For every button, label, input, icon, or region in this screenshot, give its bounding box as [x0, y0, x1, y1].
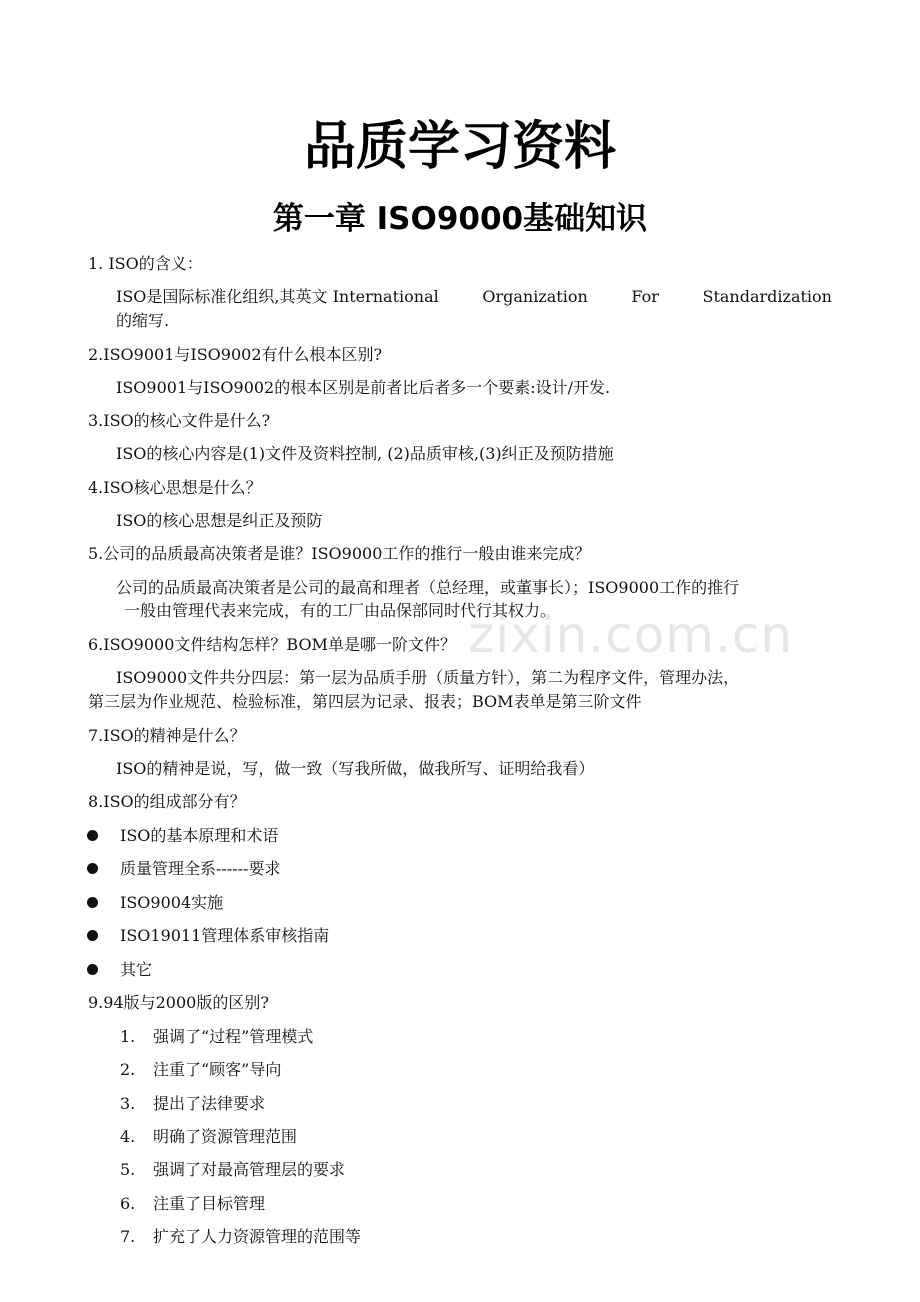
question-8: 8.ISO的组成部分有？: [88, 792, 246, 811]
answer-2: ISO9001与ISO9002的根本区别是前者比后者多一个要素:设计/开发.: [116, 378, 611, 397]
answer-6-line-1: ISO9000文件共分四层：第一层为品质手册（质量方针），第二为程序文件，管理办法，: [116, 668, 740, 687]
list-item: 提出了法律要求: [153, 1094, 266, 1113]
answer-1-part: Organization: [482, 287, 588, 306]
answer-1-part: For: [631, 287, 659, 306]
answer-5-line-1: 公司的品质最高决策者是公司的最高和理者（总经理，或董事长）；ISO9000工作的推行: [116, 578, 740, 597]
answer-3: ISO的核心内容是(1)文件及资料控制, (2)品质审核,(3)纠正及预防措施: [116, 444, 614, 463]
question-1: 1. ISO的含义：: [88, 254, 203, 273]
question-6: 6.ISO9000文件结构怎样？BOM单是哪一阶文件？: [88, 635, 456, 654]
bullet-item: ISO9004实施: [120, 893, 224, 912]
answer-5-line-2: 一般由管理代表来完成，有的工厂由品保部同时代行其权力。: [124, 601, 557, 620]
list-item: 注重了“顾客”导向: [153, 1060, 282, 1079]
question-4: 4.ISO核心思想是什么？: [88, 478, 262, 497]
list-item: 强调了“过程”管理模式: [153, 1027, 314, 1046]
answer-7: ISO的精神是说，写，做一致（写我所做，做我所写、证明给我看）: [116, 759, 595, 778]
list-item: 扩充了人力资源管理的范围等: [153, 1227, 362, 1246]
answer-1-line-2: 的缩写.: [116, 311, 170, 330]
bullet-dot: [87, 964, 98, 975]
answer-6-line-2: 第三层为作业规范、检验标准，第四层为记录、报表；BOM表单是第三阶文件: [88, 692, 642, 711]
list-item: 明确了资源管理范围: [153, 1127, 298, 1146]
list-number: 5.: [120, 1160, 136, 1179]
list-number: 4.: [120, 1127, 136, 1146]
list-number: 7.: [120, 1227, 136, 1246]
list-number: 6.: [120, 1194, 136, 1213]
answer-1-part: ISO是国际标准化组织,其英文 International: [116, 287, 439, 306]
question-7: 7.ISO的精神是什么？: [88, 726, 246, 745]
bullet-item: 其它: [120, 960, 153, 979]
watermark: zixin.com.cn: [468, 606, 794, 664]
bullet-item: 质量管理全系------要求: [120, 859, 281, 878]
question-2: 2.ISO9001与ISO9002有什么根本区别?: [88, 345, 383, 364]
document-title: 品质学习资料: [303, 117, 616, 177]
chapter-heading: 第一章 ISO9000基础知识: [272, 201, 648, 237]
bullet-dot: [87, 930, 98, 941]
list-number: 2.: [120, 1060, 136, 1079]
answer-4: ISO的核心思想是纠正及预防: [116, 511, 323, 530]
bullet-dot: [87, 863, 98, 874]
list-number: 1.: [120, 1027, 136, 1046]
list-item: 注重了目标管理: [153, 1194, 266, 1213]
answer-1-line-1: [116, 285, 832, 309]
bullet-dot: [87, 897, 98, 908]
list-item: 强调了对最高管理层的要求: [153, 1160, 346, 1179]
question-3: 3.ISO的核心文件是什么?: [88, 411, 271, 430]
answer-1-part: Standardization: [702, 287, 832, 306]
bullet-item: ISO19011管理体系审核指南: [120, 926, 330, 945]
question-5: 5.公司的品质最高决策者是谁？ISO9000工作的推行一般由谁来完成？: [88, 544, 591, 563]
list-number: 3.: [120, 1094, 136, 1113]
question-9: 9.94版与2000版的区别?: [88, 993, 269, 1012]
bullet-item: ISO的基本原理和术语: [120, 826, 279, 845]
bullet-dot: [87, 830, 98, 841]
